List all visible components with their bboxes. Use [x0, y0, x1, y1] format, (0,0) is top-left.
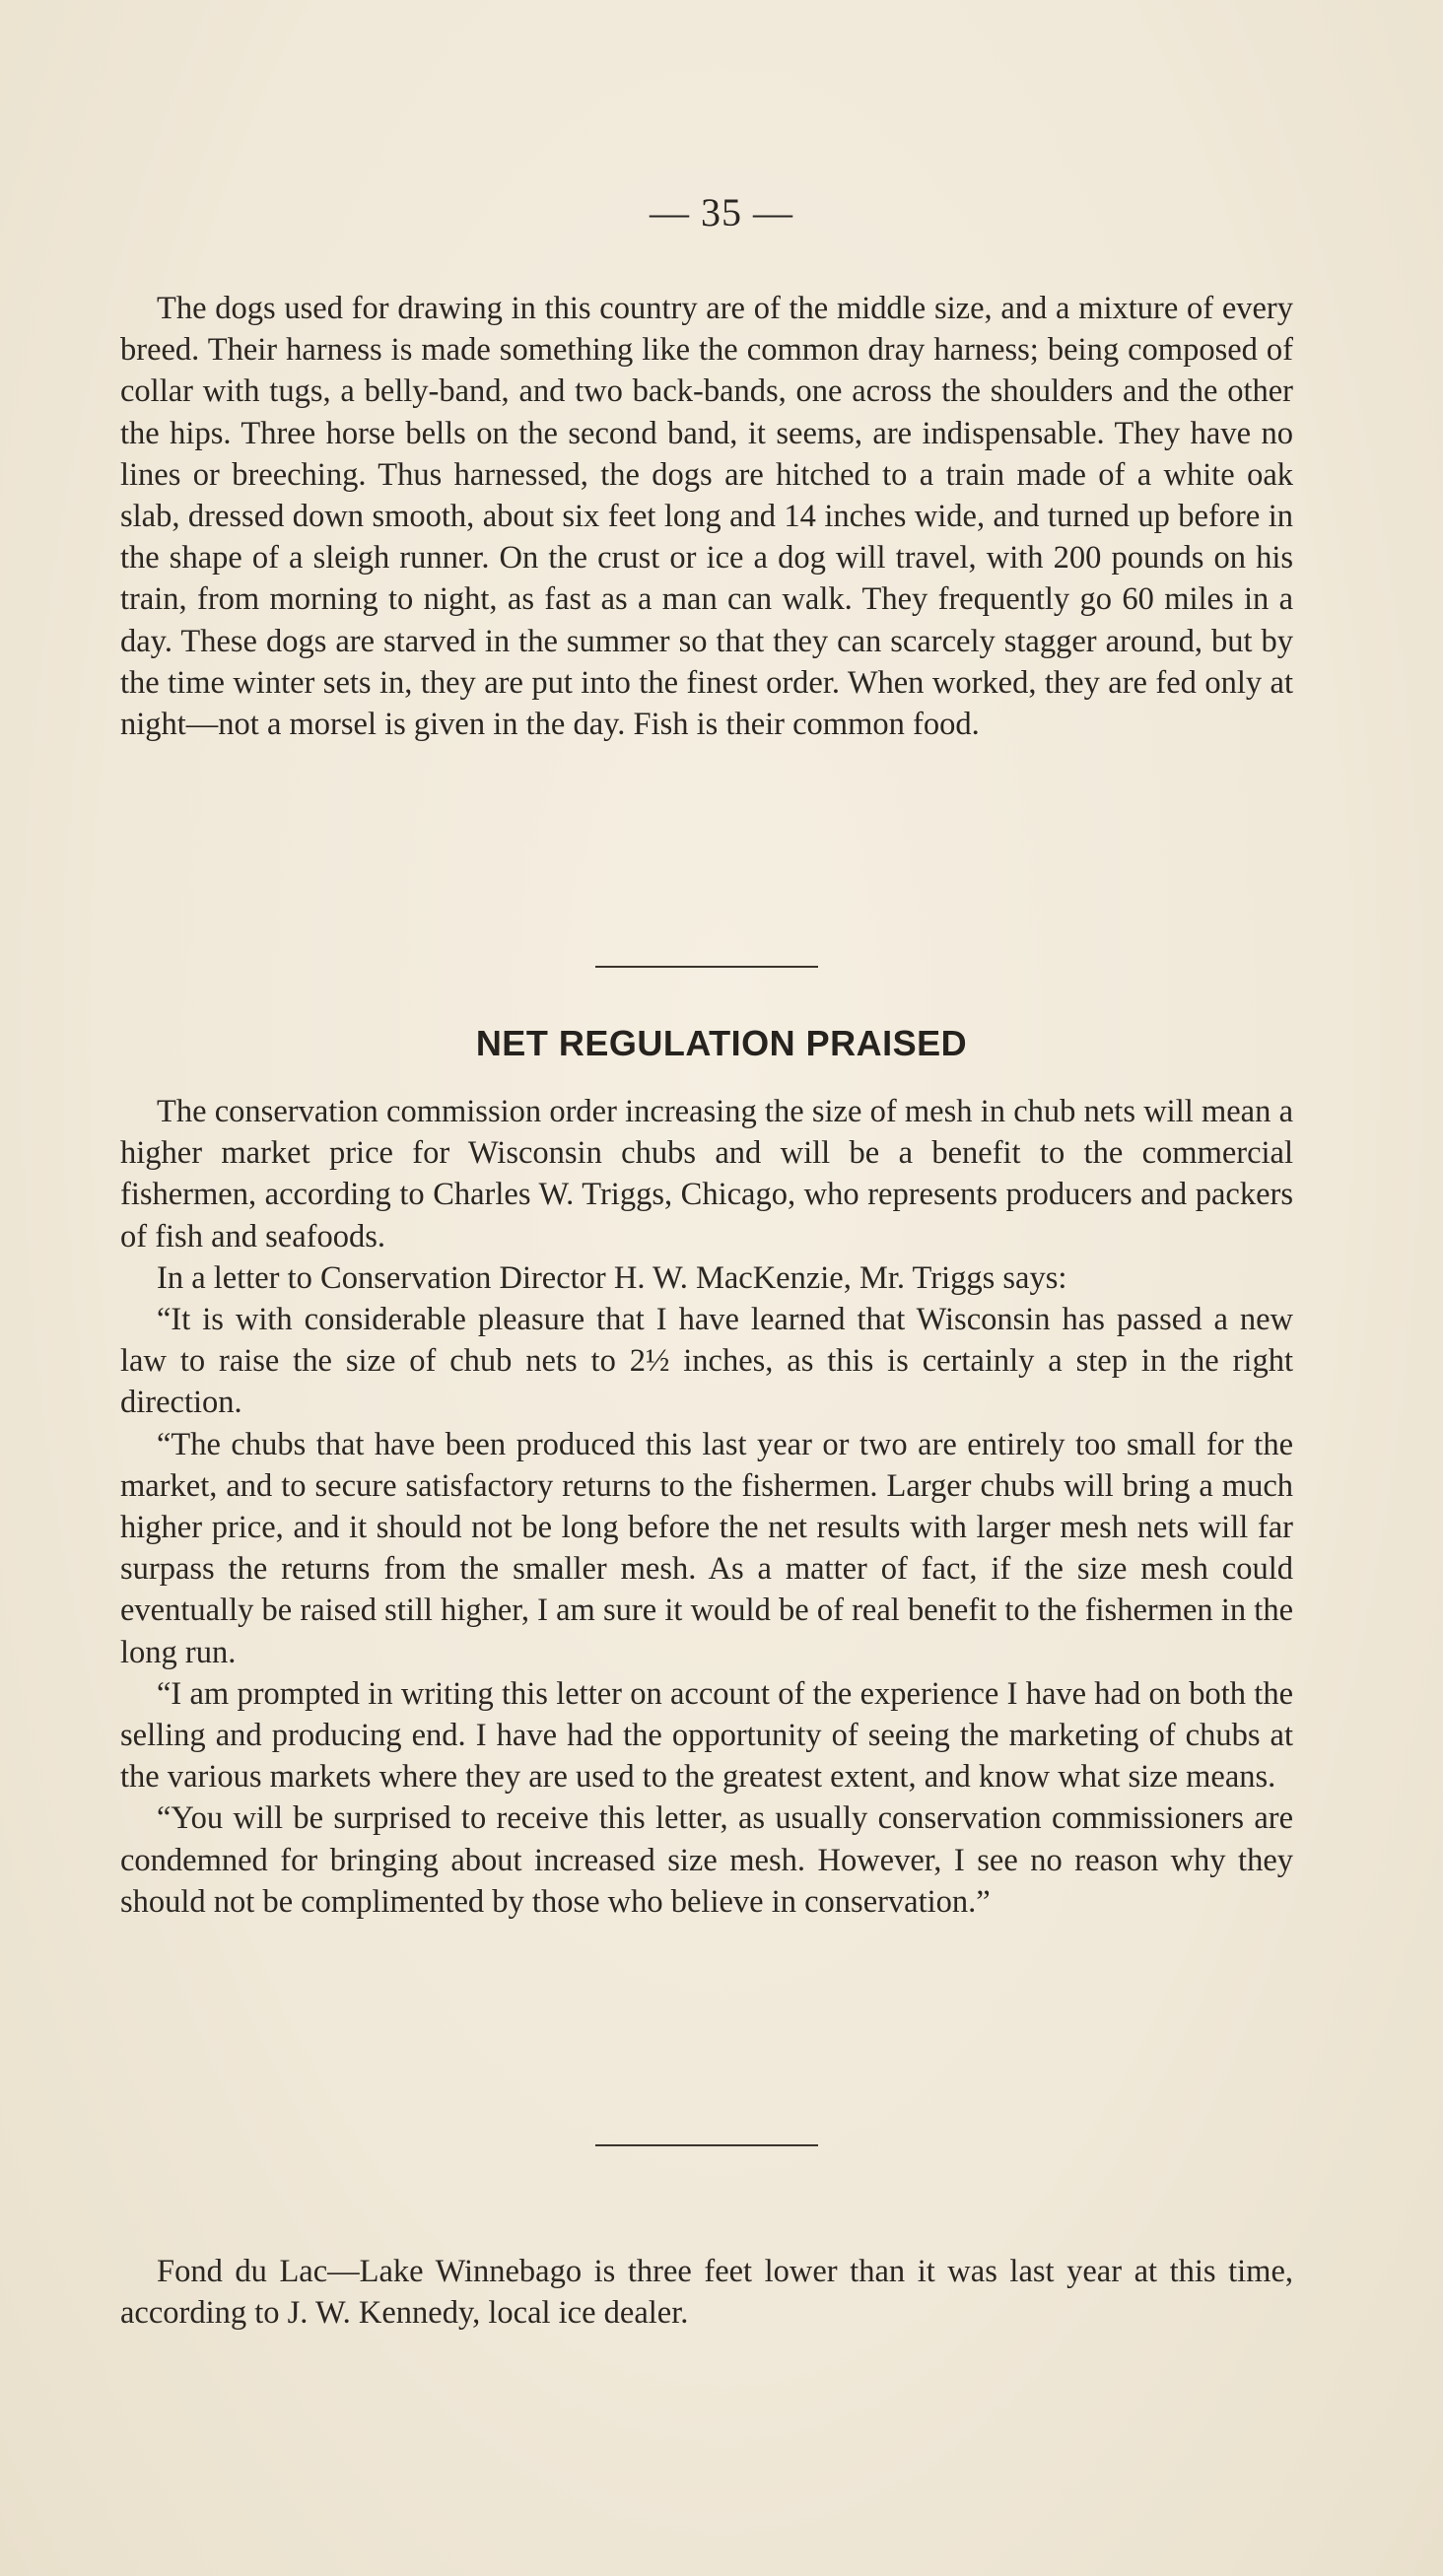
paragraph: Fond du Lac—Lake Winnebago is three feet lower than it was last year at this time, according to J. W. Kennedy, local ice dealer. — [120, 2254, 1293, 2332]
paragraph: The conservation commission order increasing the size of mesh in chub nets will mean a higher market price for Wisconsin chubs and will be a benefit to the commercial fishermen, according to Charles W. Triggs, Chicago, who represents producers and packers of fish and seafoods. — [120, 1094, 1293, 1254]
section-divider — [595, 966, 818, 968]
paragraph: In a letter to Conservation Director H. W. MacKenzie, Mr. Triggs says: — [157, 1259, 1067, 1296]
article-dogs — [120, 288, 1293, 745]
paragraph: The dogs used for drawing in this country are of the middle size, and a mixture of every breed. Their harness is made something like the common dray harness; being composed of collar with tugs, a belly-band, and two back-bands, one across the shoulders and the other the hips. Three horse bells on the second band, it seems, are indispensable. They have no lines or breeching. Thus harnessed, the dogs are hitched to a train made of a white oak slab, dressed down smooth, about six feet long and 14 inches wide, and turned up before in the shape of a sleigh runner. On the crust or ice a dog will travel, with 200 pounds on his train, from morning to night, as fast as a man can walk. They frequently go 60 miles in a day. These dogs are starved in the summer so that they can scarcely stagger around, but by the time winter sets in, they are put into the finest order. When worked, they are fed only at night—not a morsel is given in the day. Fish is their common food. — [120, 291, 1293, 743]
quote-paragraph: “I am prompted in writing this letter on account of the experience I have had on both the selling and producing end. I have had the opportunity of seeing the marketing of chubs at the various markets where they are used to the greatest extent, and know what size means. — [120, 1675, 1293, 1796]
article-headline: NET REGULATION PRAISED — [475, 1023, 968, 1063]
quote-paragraph: “The chubs that have been produced this last year or two are entirely too small for the market, and to secure satisfactory returns to the fishermen. Larger chubs will bring a much higher price, and it should not be long before the net results with larger mesh nets will far surpass the returns from the smaller mesh. As a matter of fact, if the size mesh could eventually be raised still higher, I am sure it would be of real benefit to the fishermen in the long run. — [120, 1426, 1293, 1670]
article-net-regulation — [120, 1091, 1293, 1923]
article-fond-du-lac — [120, 2251, 1293, 2334]
quote-paragraph: “It is with considerable pleasure that I have learned that Wisconsin has passed a new law to raise the size of chub nets to 2½ inches, as this is certainly a step in the right direction. — [120, 1302, 1293, 1421]
quote-paragraph: “You will be surprised to receive this letter, as usually conservation commissioners are condemned for bringing about increased size mesh. However, I see no reason why they should not be complimented by those who believe in conservation.” — [120, 1800, 1293, 1920]
section-divider — [595, 2144, 818, 2146]
page-number: — 35 — — [650, 190, 793, 235]
